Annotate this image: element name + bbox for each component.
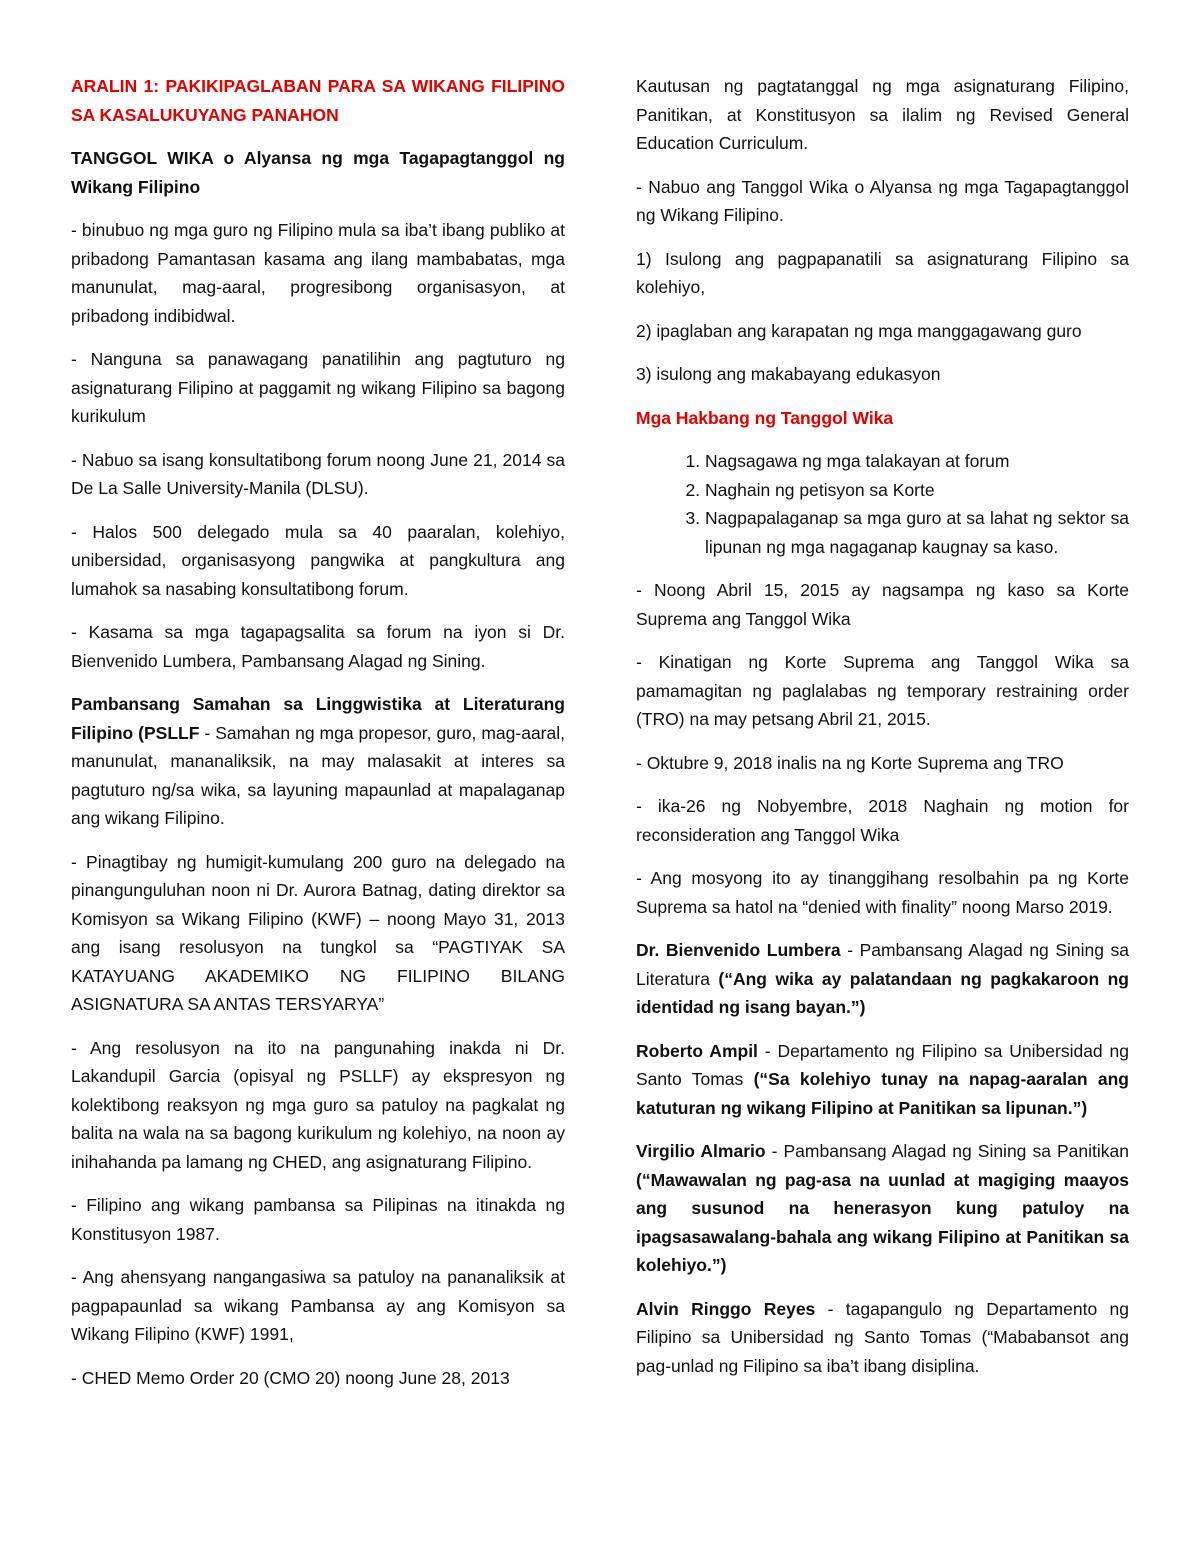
paragraph: - Nabuo ang Tanggol Wika o Alyansa ng mga Tagapagtanggol ng Wikang Filipino. <box>636 176 1129 225</box>
quote-role: - Pambansang Alagad ng Sining sa Literatura <box>636 940 1129 989</box>
psllf-description: - Samahan ng mga propesor, guro, mag-aaral, manunulat, mananaliksik, na may malasakit at interes sa pagtuturo ng/sa wika, sa layuning mapaunlad at mapalaganap ang wikang Filipino. <box>71 722 565 828</box>
paragraph: - ika-26 ng Nobyembre, 2018 Naghain ng motion for reconsideration ang Tanggol Wika <box>636 796 1129 845</box>
paragraph: - Oktubre 9, 2018 inalis na ng Korte Suprema ang TRO <box>636 752 1064 773</box>
quote-role: - tagapangulo ng Departamento ng Filipino sa Unibersidad ng Santo Tomas (“Mababansot ang pag-unlad ng Filipino sa iba’t ibang disiplina. <box>636 1298 1129 1376</box>
paragraph: - Kinatigan ng Korte Suprema ang Tanggol Wika sa pamamagitan ng paglalabas ng temporary restraining order (TRO) na may petsang Abril 21, 2015. <box>636 652 1129 729</box>
paragraph: - Halos 500 delegado mula sa 40 paaralan, kolehiyo, unibersidad, organisasyong pangwika at pangkultura ang lumahok sa nasabing konsultatibong forum. <box>71 521 565 599</box>
quote-text: (“Sa kolehiyo tunay na napag-aaralan ang katuturan ng wikang Filipino at Panitikan sa lipunan.”) <box>636 1069 1129 1118</box>
quote-almario <box>636 1137 1129 1280</box>
quote-name: Roberto Ampil <box>636 1040 758 1061</box>
paragraph: - Ang resolusyon na ito na pangunahing inakda ni Dr. Lakandupil Garcia (opisyal ng PSLLF) ay ekspresyon ng kolektibong reaksyon ng mga guro sa patuloy na pagkalat ng balita na wala na sa bagong kurikulum ng kolehiyo, na noon ay inihahanda pa lamang ng CHED, ang asignaturang Filipino. <box>71 1037 565 1172</box>
left-column <box>71 72 565 1407</box>
list-item: 2. Naghain ng petisyon sa Korte <box>705 476 1129 505</box>
quote-ampil <box>636 1037 1129 1123</box>
steps-list <box>636 447 1129 561</box>
lesson-title: ARALIN 1: PAKIKIPAGLABAN PARA SA WIKANG FILIPINO SA KASALUKUYANG PANAHON <box>71 76 565 125</box>
psllf-name: Pambansang Samahan sa Linggwistika at Literaturang Filipino (PSLLF <box>71 694 565 743</box>
paragraph: - Kasama sa mga tagapagsalita sa forum na iyon si Dr. Bienvenido Lumbera, Pambansang Alagad ng Sining. <box>71 622 565 671</box>
paragraph: Kautusan ng pagtatanggal ng mga asignaturang Filipino, Panitikan, at Konstitusyon sa ilalim ng Revised General Education Curriculum. <box>636 76 1129 153</box>
paragraph: - Ang ahensyang nangangasiwa sa patuloy na pananaliksik at pagpapaunlad sa wikang Pambansa ay ang Komisyon sa Wikang Filipino (KWF) 1991, <box>71 1267 565 1344</box>
list-item: 1. Nagsagawa ng mga talakayan at forum <box>705 447 1129 476</box>
list-item: 3. Nagpapalaganap sa mga guro at sa lahat ng sektor sa lipunan ng mga nagaganap kaugnay sa kaso. <box>705 504 1129 561</box>
quote-role: - Departamento ng Filipino sa Unibersidad ng Santo Tomas <box>636 1040 1130 1089</box>
goal-item: 1) Isulong ang pagpapanatili sa asignaturang Filipino sa kolehiyo, <box>636 248 1129 297</box>
goal-item: 3) isulong ang makabayang edukasyon <box>636 364 941 384</box>
goal-item: 2) ipaglaban ang karapatan ng mga manggagawang guro <box>636 320 1082 341</box>
paragraph: - Nanguna sa panawagang panatilihin ang pagtuturo ng asignaturang Filipino at paggamit ng wikang Filipino sa bagong kurikulum <box>71 349 565 426</box>
paragraph: - Noong Abril 15, 2015 ay nagsampa ng kaso sa Korte Suprema ang Tanggol Wika <box>636 580 1129 629</box>
hakbang-heading: Mga Hakbang ng Tanggol Wika <box>636 407 894 428</box>
right-column <box>636 72 1129 1395</box>
quote-reyes <box>636 1295 1129 1381</box>
quote-lumbera <box>636 936 1129 1022</box>
quote-name: Alvin Ringgo Reyes <box>636 1298 816 1319</box>
quote-name: Virgilio Almario <box>636 1141 766 1161</box>
quote-text: (“Mawawalan ng pag-asa na uunlad at magiging maayos ang susunod na henerasyon kung patuloy na ipagsasawalang-bahala ang wikang Filipino at Panitikan sa kolehiyo.”) <box>636 1169 1129 1275</box>
tanggol-wika-heading: TANGGOL WIKA o Alyansa ng mga Tagapagtanggol ng Wikang Filipino <box>71 148 565 197</box>
paragraph: - Pinagtibay ng humigit-kumulang 200 guro na delegado na pinangunguluhan noon ni Dr. Aurora Batnag, dating direktor sa Komisyon sa Wikang Filipino (KWF) – noong Mayo 31, 2013 ang isang resolusyon na tungkol sa “PAGTIYAK SA KATAYUANG AKADEMIKO NG FILIPINO BILANG ASIGNATURA SA ANTAS TERSYARYA” <box>71 851 565 1014</box>
paragraph: - binubuo ng mga guro ng Filipino mula sa iba’t ibang publiko at pribadong Pamantasan kasama ang ilang mambabatas, mga manunulat, mag-aaral, progresibong organisasyon, at pribadong indibidwal. <box>71 220 565 326</box>
quote-role: - Pambansang Alagad ng Sining sa Panitikan <box>765 1141 1129 1161</box>
psllf-paragraph <box>71 690 565 833</box>
quote-text: (“Ang wika ay palatandaan ng pagkakaroon ng identidad ng isang bayan.”) <box>636 968 1130 1017</box>
quote-name: Dr. Bienvenido Lumbera <box>636 940 841 960</box>
paragraph: - Filipino ang wikang pambansa sa Pilipinas na itinakda ng Konstitusyon 1987. <box>71 1195 565 1244</box>
paragraph: - Ang mosyong ito ay tinanggihang resolbahin pa ng Korte Suprema sa hatol na “denied with finality” noong Marso 2019. <box>636 868 1129 917</box>
paragraph: - CHED Memo Order 20 (CMO 20) noong June 28, 2013 <box>71 1367 510 1388</box>
paragraph: - Nabuo sa isang konsultatibong forum noong June 21, 2014 sa De La Salle University-Manila (DLSU). <box>71 449 565 498</box>
